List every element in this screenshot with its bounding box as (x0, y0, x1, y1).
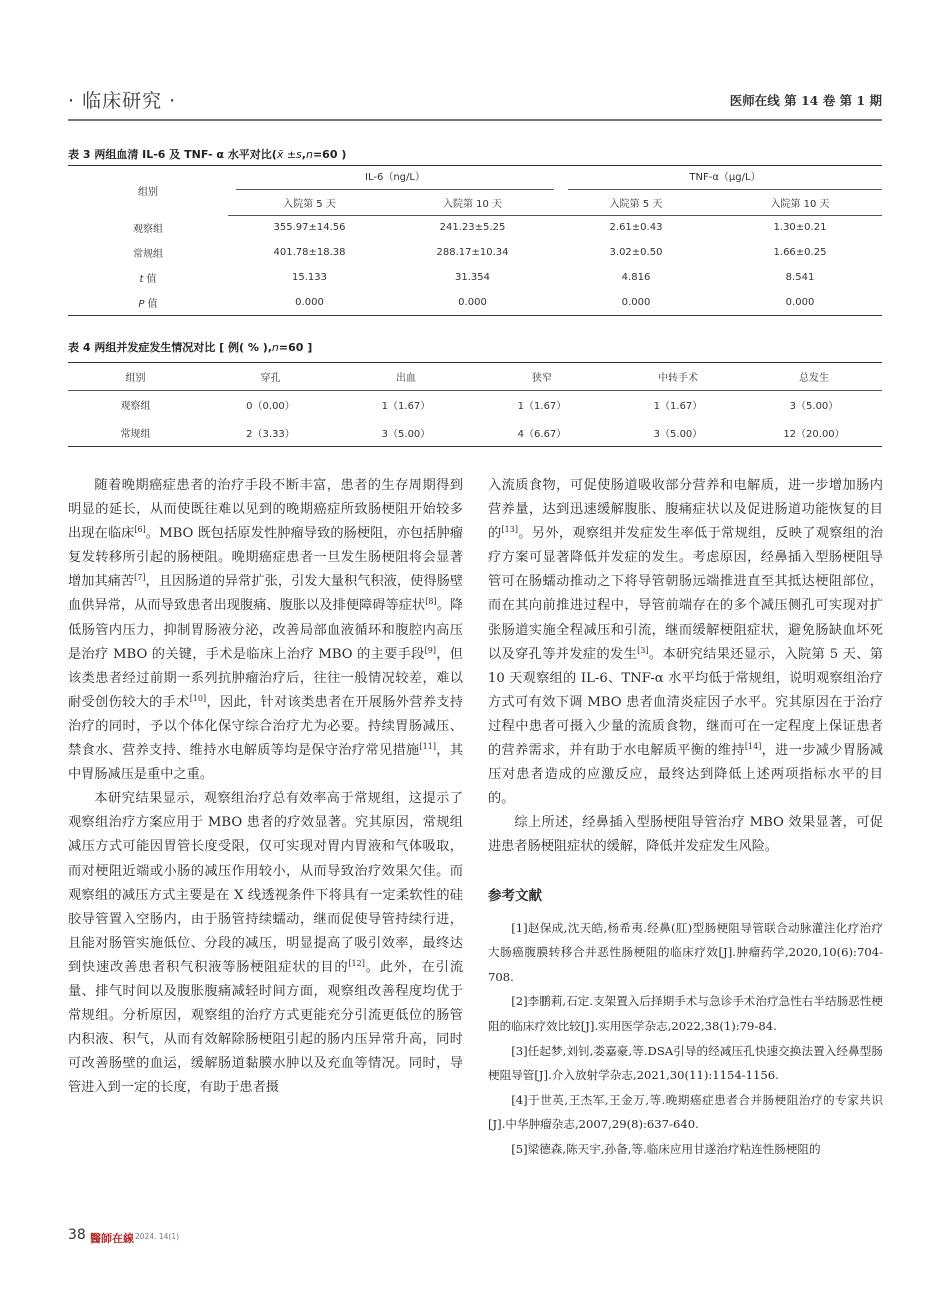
table4-header: 中转手术 (610, 363, 746, 391)
cell: 401.78±18.38 (273, 247, 346, 258)
cell: 3.02±0.50 (609, 247, 663, 258)
reference-item: [2]李鹏莉,石定.支架置入后择期手术与急诊手术治疗急性右半结肠恶性梗阻的临床疗效比较[J].实用医学杂志,2022,38(1):79-84. (488, 994, 883, 1033)
table3-subheader: 入院第 10 天 (391, 190, 554, 215)
cell: 1.66±0.25 (773, 247, 827, 258)
cell: 0.000 (228, 290, 391, 315)
row-label: 常规组 (68, 419, 203, 447)
cell: 0（0.00） (246, 401, 295, 413)
footer-issue: 2024. 14(1) (135, 1232, 180, 1241)
table3-tnf-header: TNF-α（μg/L） (568, 166, 882, 190)
table-row (68, 290, 882, 315)
table3-caption: 表 3 两组血清 IL-6 及 TNF- α 水平对比(x̄ ±s,n=60 ) (68, 148, 347, 161)
cell: 1（1.67） (381, 401, 431, 413)
paragraph: 入流质食物，可促使肠道吸收部分营养和电解质，进一步增加肠内营养量，达到迅速缓解腹胀、腹痛症状以及促进肠道功能恢复的目的[13]。另外，观察组并发症发生率低于常规组，反映了观察组的治疗方案可显著降低并发症的发生。考虑原因，经鼻插入型肠梗阻导管可在肠蠕动推动之下将导管朝肠远端推进直至其抵达梗阻部位，而在其向前推进过程中，导管前端存在的多个减压侧孔可实现对扩张肠道实施全程减压和引流，继而缓解梗阻症状，避免肠缺血坏死以及穿孔等并发症的发生[3]。本研究结果还显示，入院第 5 天、第 10 天观察组的 IL-6、TNF-α 水平均低于常规组，说明观察组治疗方式可有效下调 MBO 患者血清炎症因子水平。究其原因在于治疗过程中患者可摄入少量的流质食物，继而可在一定程度上保证患者的营养需求，并有助于水电解质平衡的维持[14]，进一步减少胃肠减压对患者造成的应激反应，最终达到降低上述两项指标水平的目的。 (488, 478, 884, 807)
cell: 355.97±14.56 (273, 222, 346, 234)
table-row (68, 240, 882, 265)
paragraph: 随着晚期癌症患者的治疗手段不断丰富，患者的生存周期得到明显的延长，从而使既往难以见到的晚期癌症所致肠梗阻开始较多出现在临床[6]。MBO 既包括原发性肿瘤导致的肠梗阻，亦包括肿瘤复发转移所引起的肠梗阻。晚期癌症患者一旦发生肠梗阻将会显著增加其痛苦[7]，且因肠道的异常扩张，引发大量积气积液，使得肠壁血供异常，从而导致患者出现腹痛、腹胀以及排便障碍等症状[8]。降低肠管内压力，抑制胃肠液分泌，改善局部血液循环和腹腔内高压是治疗 MBO 的关键，手术是临床上治疗 MBO 的主要手段[9]，但该类患者经过前期一系列抗肿瘤治疗后，往往一般情况较差，难以耐受创伤较大的手术[10]，因此，针对该类患者在开展肠外营养支持治疗的同时，予以个体化保守综合治疗尤为必要。持续胃肠减压、禁食水、营养支持、维持水电解质等均是保守治疗常见措施[11]，其中胃肠减压是重中之重。 (68, 478, 464, 783)
table3-subheader: 入院第 10 天 (718, 190, 882, 215)
table4 (68, 362, 882, 447)
cell: 8.541 (785, 272, 815, 283)
table3-il6-header: IL-6（ng/L） (236, 166, 554, 190)
table3 (68, 165, 882, 316)
cell: 15.133 (292, 272, 327, 283)
cell: 3（5.00） (789, 401, 839, 413)
table-row (68, 265, 882, 290)
table-row (68, 391, 882, 419)
cell: 12（20.00） (746, 419, 882, 447)
cell: 288.17±10.34 (436, 247, 509, 258)
cell: 0.000 (718, 290, 882, 315)
reference-item: [1]赵保成,沈天皓,杨希夷.经鼻(肛)型肠梗阻导管联合动脉灌注化疗治疗大肠癌腹膜转移合并恶性肠梗阻的临床疗效[J].肿瘤药学,2020,10(6):704-708. (488, 920, 883, 984)
cell: 1.30±0.21 (773, 222, 827, 234)
cell: 1（1.67） (653, 401, 703, 413)
cell: 241.23±5.25 (439, 222, 506, 234)
header-rule (68, 119, 882, 121)
paragraph: 综上所述，经鼻插入型肠梗阻导管治疗 MBO 效果显著，可促进患者肠梗阻症状的缓解，降低并发症发生风险。 (488, 815, 883, 855)
table-row (68, 419, 882, 447)
page-number: 38 (68, 1227, 86, 1243)
table3-subheader: 入院第 5 天 (228, 190, 391, 215)
table4-header: 组别 (68, 363, 203, 391)
table4-header: 总发生 (746, 363, 882, 391)
cell: 1（1.67） (517, 401, 567, 413)
table4-header: 出血 (338, 363, 474, 391)
table4-caption: 表 4 两组并发症发生情况对比 [ 例( % ),n=60 ] (68, 341, 313, 354)
table-row (68, 215, 882, 240)
reference-item: [4]于世英,王杰军,王金万,等.晚期癌症患者合并肠梗阻治疗的专家共识[J].中华肿瘤杂志,2007,29(8):637-640. (488, 1092, 883, 1132)
cell: 4.816 (621, 272, 651, 283)
body-column-right (488, 474, 883, 1162)
paragraph: 本研究结果显示，观察组治疗总有效率高于常规组，这提示了观察组治疗方案应用于 MBO 患者的疗效显著。究其原因，常规组减压方式可能因胃管长度受限，仅可实现对胃内胃液和气体吸取，而对梗阻近端或小肠的减压作用较小，从而导致治疗效果欠佳。而观察组的减压方式主要是在 X 线透视条件下将具有一定柔软性的硅胶导管置入空肠内，由于肠管持续蠕动，继而促使导管持续行进，且能对肠管实施低位、分段的减压，明显提高了吸引效率，最终达到快速改善患者积气积液等肠梗阻症状的目的[12]。此外，在引流量、排气时间以及腹胀腹痛减轻时间方面，观察组改善程度均优于常规组。分析原因，观察组的治疗方式更能充分引流更低位的肠管内积液、积气，从而有效解除肠梗阻引起的肠内压异常升高，同时可改善肠壁的血运，缓解肠道黏膜水肿以及充血等情况。同时，导管进入到一定的长度，有助于患者摄 (68, 791, 464, 1096)
cell: 3（5.00） (338, 419, 474, 447)
row-label: 观察组 (133, 224, 163, 235)
cell: 3（5.00） (610, 419, 746, 447)
body-column-left (68, 474, 463, 1100)
row-label: t 值 (139, 274, 157, 285)
row-label: P 值 (68, 290, 228, 315)
table4-header: 狭窄 (474, 363, 610, 391)
cell: 31.354 (455, 272, 490, 283)
reference-item: [5]梁德森,陈天宇,孙备,等.临床应用甘遂治疗粘连性肠梗阻的 (511, 1141, 821, 1156)
reference-item: [3]任起梦,刘钊,娄嘉豪,等.DSA引导的经减压孔快速交换法置入经鼻型肠梗阻导管[J].介入放射学杂志,2021,30(11):1154-1156. (488, 1043, 883, 1083)
table3-group-header: 组别 (68, 166, 228, 216)
section-label: · 临床研究 · (68, 90, 177, 112)
cell: 4（6.67） (474, 419, 610, 447)
cell: 2.61±0.43 (609, 222, 663, 234)
references-title: 参考文献 (488, 887, 542, 904)
journal-logo: 醫師在線 (90, 1232, 134, 1245)
row-label: 常规组 (133, 249, 163, 260)
cell: 0.000 (554, 290, 718, 315)
cell: 2（3.33） (203, 419, 338, 447)
cell: 0.000 (391, 290, 554, 315)
row-label: 观察组 (120, 401, 151, 413)
table3-subheader: 入院第 5 天 (554, 190, 718, 215)
journal-issue: 医师在线 第 14 卷 第 1 期 (729, 93, 882, 108)
table4-header: 穿孔 (203, 363, 338, 391)
